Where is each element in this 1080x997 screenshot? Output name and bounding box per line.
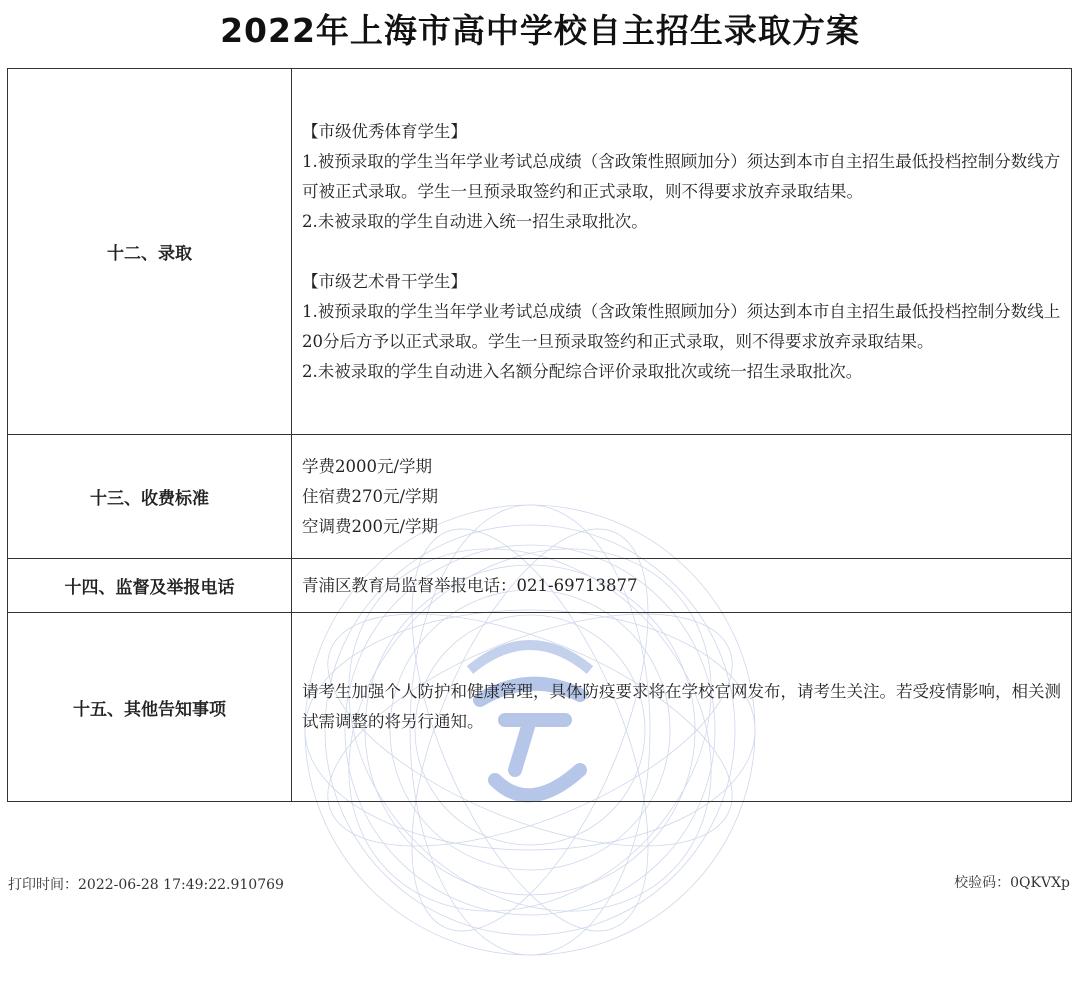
fee-line: 住宿费270元/学期	[302, 486, 439, 506]
notice-text: 请考生加强个人防护和健康管理，具体防疫要求将在学校官网发布，请考生关注。若受疫情影响，相关测试需调整的将另行通知。	[302, 682, 1061, 731]
table-row	[8, 435, 1072, 559]
list-item: 2.未被录取的学生自动进入统一招生录取批次。	[302, 211, 648, 231]
list-item: 2.未被录取的学生自动进入名额分配综合评价录取批次或统一招生录取批次。	[302, 361, 863, 381]
row-content	[292, 613, 1072, 802]
fee-line: 空调费200元/学期	[302, 516, 439, 536]
row-label: 十四、监督及举报电话	[8, 559, 292, 613]
fee-line: 学费2000元/学期	[302, 456, 433, 476]
document-title: 2022年上海市高中学校自主招生录取方案	[220, 11, 860, 50]
section-heading: 【市级艺术骨干学生】	[302, 271, 467, 291]
list-item: 1.被预录取的学生当年学业考试总成绩（含政策性照顾加分）须达到本市自主招生最低投档控制分数线上20分后方予以正式录取。学生一旦预录取签约和正式录取，则不得要求放弃录取结果。	[302, 301, 1061, 351]
print-time: 打印时间：2022-06-28 17:49:22.910769	[8, 877, 284, 893]
table-row	[8, 559, 1072, 613]
row-label: 十三、收费标准	[8, 435, 292, 559]
check-code: 校验码：0QKVXp	[954, 875, 1070, 891]
row-content	[292, 69, 1072, 435]
hotline-text: 青浦区教育局监督举报电话：021-69713877	[302, 575, 638, 595]
row-content	[292, 559, 1072, 613]
admission-plan-table	[7, 68, 1072, 802]
list-item: 1.被预录取的学生当年学业考试总成绩（含政策性照顾加分）须达到本市自主招生最低投档控制分数线方可被正式录取。学生一旦预录取签约和正式录取，则不得要求放弃录取结果。	[302, 151, 1061, 201]
table-row	[8, 69, 1072, 435]
row-label: 十五、其他告知事项	[8, 613, 292, 802]
row-content	[292, 435, 1072, 559]
section-heading: 【市级优秀体育学生】	[302, 121, 467, 141]
table-row	[8, 613, 1072, 802]
row-label: 十二、录取	[8, 69, 292, 435]
